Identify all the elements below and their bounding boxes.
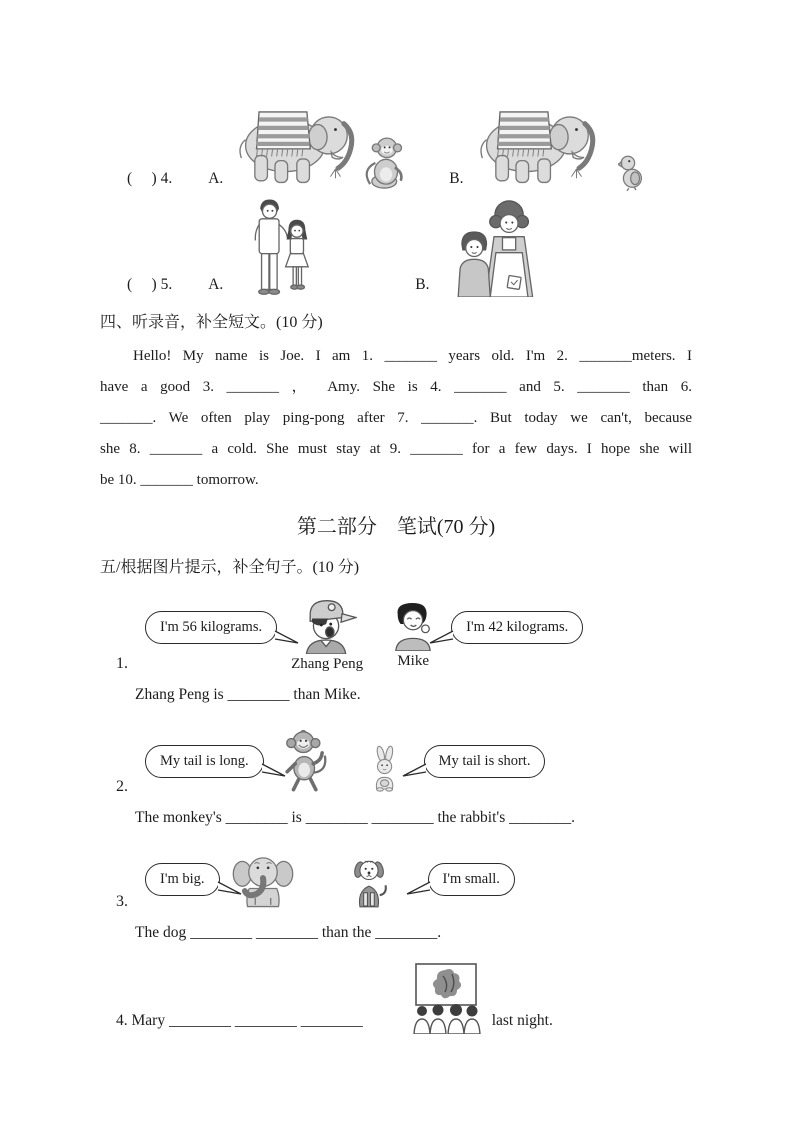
- duck-image: [618, 153, 645, 191]
- speech-bubble-right: [428, 863, 515, 896]
- question-2-sentence: The monkey's ________ is ________ ________ the rabbit's ________.: [135, 809, 575, 826]
- bubble-text: I'm big.: [160, 870, 205, 887]
- writing-question-2: [100, 726, 793, 827]
- answer-blank-5: ( ) 5.: [127, 276, 173, 293]
- cloze-line: Hello! My name is Joe. I am 1. _______ years old. I'm 2. _______meters. I: [133, 348, 692, 364]
- question-number: 2.: [116, 778, 128, 795]
- option-b-label: B.: [415, 276, 430, 293]
- question-number: 3.: [116, 893, 128, 910]
- option-a-label: A.: [208, 170, 224, 187]
- question-4-suffix: last night.: [491, 1012, 553, 1029]
- monkey-sitting-image: [363, 133, 409, 191]
- question-number: 1.: [116, 655, 128, 672]
- bubble-tail: [401, 763, 428, 779]
- bubble-tail: [405, 881, 432, 897]
- listening-question-4: [100, 95, 793, 191]
- question-4-prefix: 4. Mary ________ ________ ________: [116, 1012, 363, 1029]
- writing-question-4: [116, 962, 793, 1034]
- elephant-front-image: [232, 847, 294, 911]
- writing-question-1: [100, 596, 793, 704]
- monkey-standing-image: [280, 726, 332, 796]
- bubble-text: I'm 56 kilograms.: [160, 619, 263, 635]
- cloze-line: have a good 3. _______ ， Amy. She is 4. _______ and 5. _______ than 6.: [100, 379, 692, 395]
- listening-question-5: [100, 199, 793, 297]
- cloze-paragraph: [100, 341, 692, 496]
- cloze-line: _______. We often play ping-pong after 7. _______. But today we can't, because: [100, 410, 692, 426]
- figure-label: Mike: [397, 653, 429, 669]
- bubble-text: My tail is long.: [160, 752, 249, 769]
- question-1-sentence: Zhang Peng is ________ than Mike.: [135, 686, 361, 703]
- rabbit-image: [370, 742, 400, 796]
- bubble-text: I'm 42 kilograms.: [466, 619, 569, 635]
- dog-image: [350, 853, 388, 911]
- zhang-peng-figure: [291, 596, 363, 673]
- bubble-tail: [260, 763, 287, 779]
- section-4-title: 四、听录音，补全短文。(10 分): [100, 314, 323, 331]
- option-a-label: A.: [208, 276, 224, 293]
- speech-bubble-right: [451, 611, 583, 644]
- elephant-and-duck-illustration: [474, 95, 645, 191]
- bubble-tail: [428, 630, 455, 646]
- speech-bubble-left: [145, 745, 264, 778]
- elephant-with-blanket-image: [474, 95, 600, 191]
- bubble-tail: [216, 881, 243, 897]
- people-watching-movie-image: [403, 962, 489, 1034]
- part-2-title: 第二部分 笔试(70 分): [296, 516, 496, 538]
- bubble-text: I'm small.: [442, 870, 500, 887]
- question-3-sentence: The dog ________ ________ than the ________.: [135, 924, 442, 941]
- option-b-label: B.: [449, 170, 464, 187]
- cloze-line: she 8. _______ a cold. She must stay at 9. _______ for a few days. I hope she will: [100, 441, 692, 457]
- cloze-line: be 10. _______ tomorrow.: [100, 472, 259, 488]
- speech-bubble-left: [145, 863, 220, 896]
- father-and-daughter-illustration: [247, 199, 311, 297]
- figure-label: Zhang Peng: [291, 656, 364, 672]
- elephant-and-monkey-illustration: [233, 95, 409, 191]
- speech-bubble-left: [145, 611, 277, 644]
- bubble-text: My tail is short.: [438, 752, 531, 769]
- section-5-title: 五/根据图片提示，补全句子。(10 分): [100, 559, 360, 576]
- elephant-with-blanket-image: [233, 95, 359, 191]
- writing-question-3: [100, 847, 793, 942]
- boy-with-cap-image: [297, 596, 357, 654]
- speech-bubble-right: [424, 745, 546, 778]
- mother-and-son-illustration: [452, 199, 536, 297]
- bubble-tail: [273, 630, 300, 646]
- answer-blank-4: ( ) 4.: [127, 170, 173, 187]
